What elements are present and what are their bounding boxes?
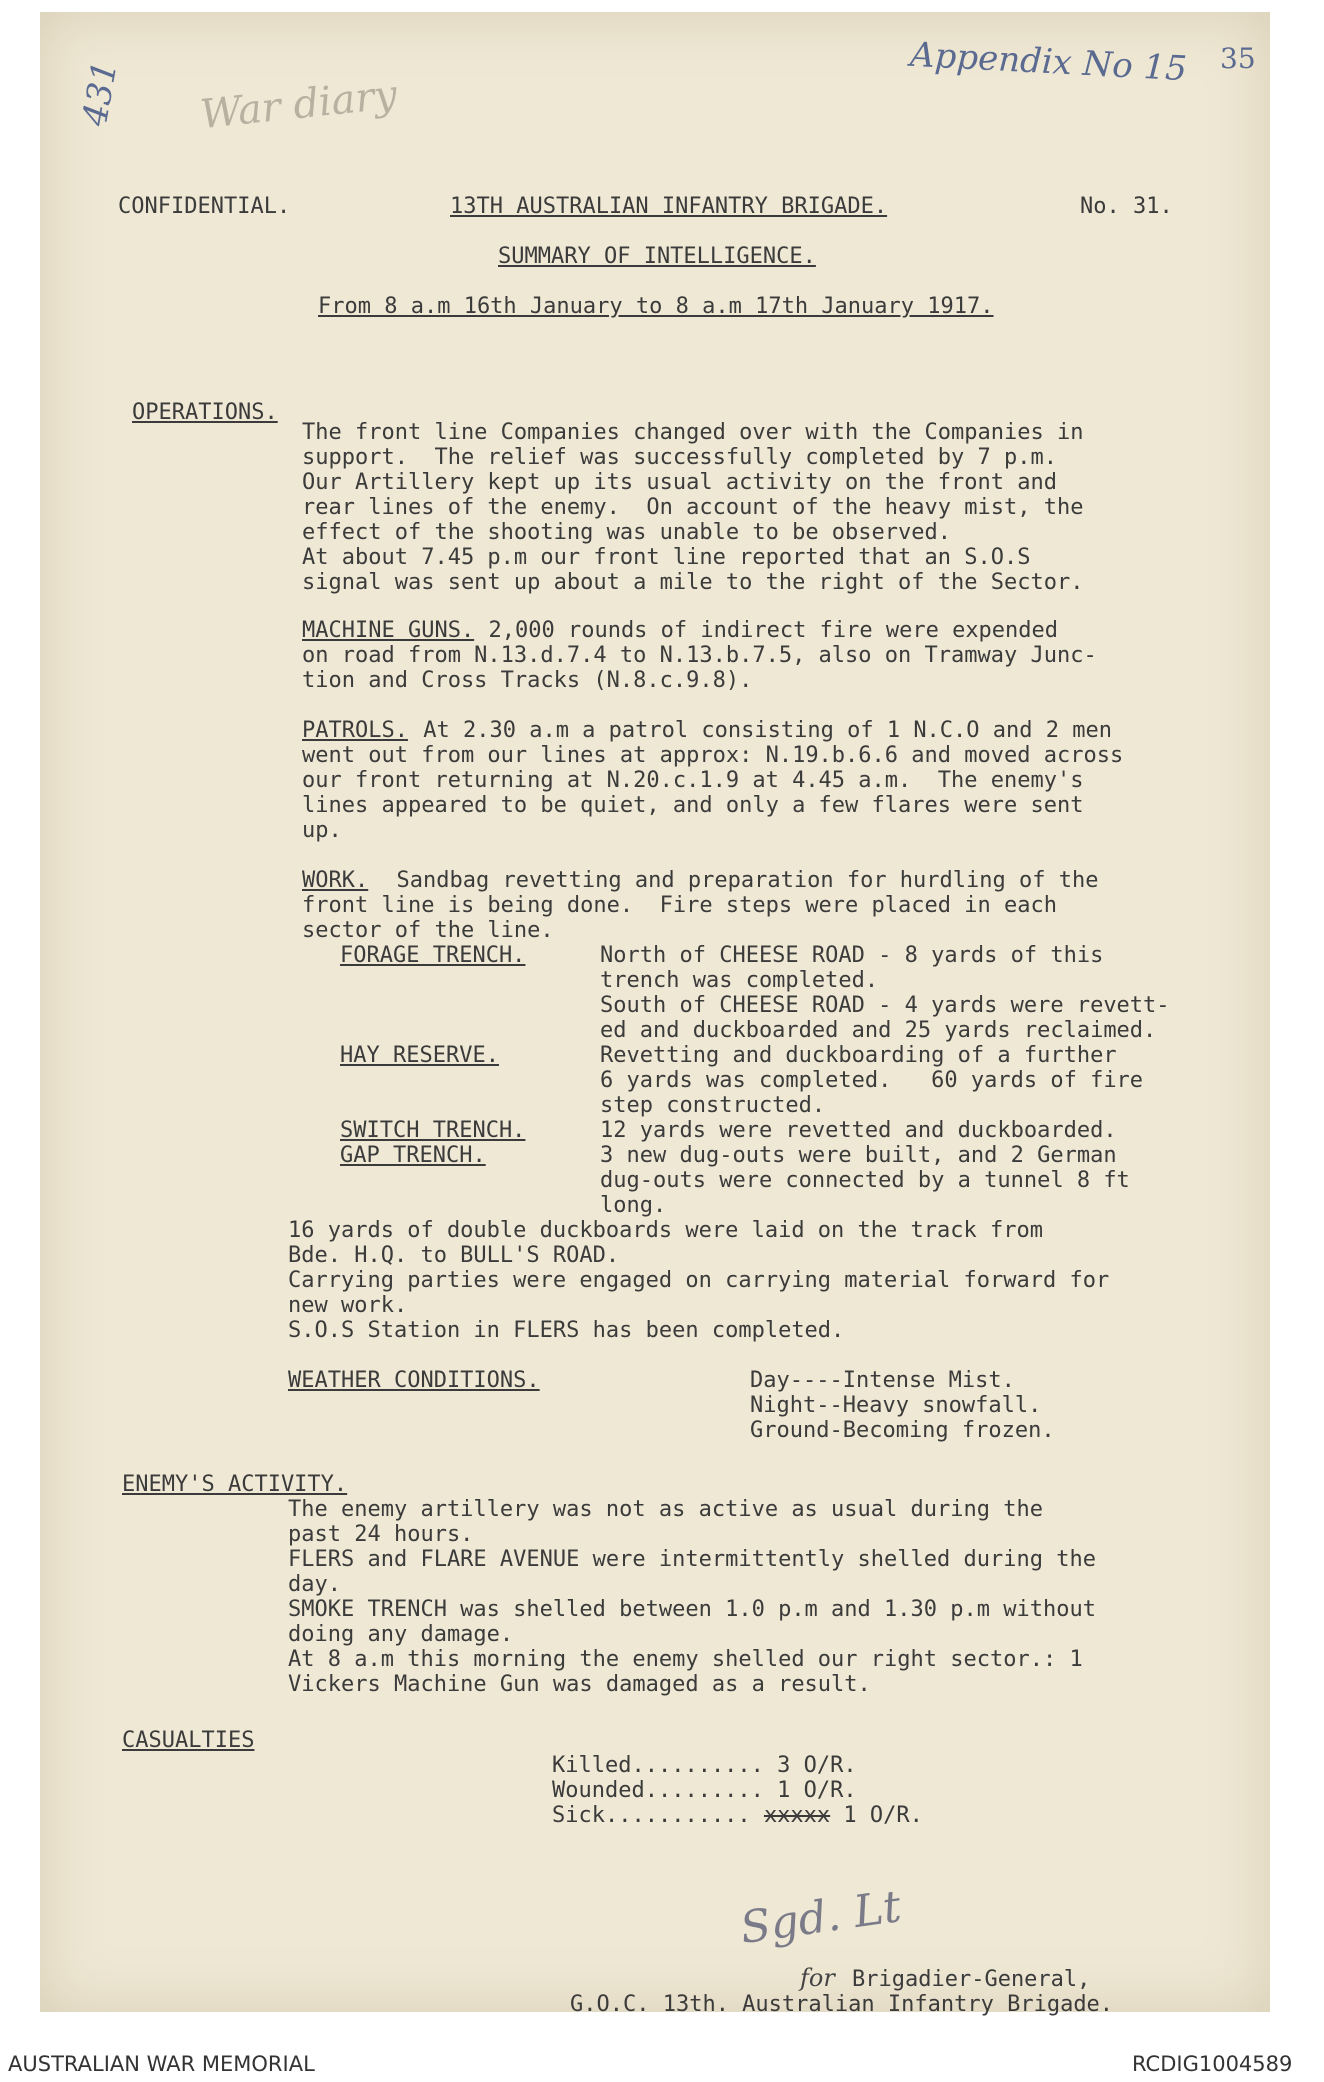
footer-reference-id: RCDIG1004589 (1132, 2052, 1293, 2076)
operations-line: The front line Companies changed over with the Companies in (302, 420, 1084, 445)
operations-line: rear lines of the enemy. On account of the heavy mist, the (302, 495, 1084, 520)
trench-detail: step constructed. (600, 1093, 826, 1118)
operations-line: support. The relief was successfully completed by 7 p.m. (302, 445, 1057, 470)
operations-line: effect of the shooting was unable to be observed. (302, 520, 952, 545)
trench-detail: trench was completed. (600, 968, 879, 993)
patrols-line: our front returning at N.20.c.1.9 at 4.45 a.m. The enemy's (302, 768, 1084, 793)
patrols-line: went out from our lines at approx: N.19.b.6.6 and moved across (302, 743, 1124, 768)
signature-title: G.O.C. 13th. Australian Infantry Brigade. (570, 1992, 1114, 2017)
trench-name-switch: SWITCH TRENCH. (340, 1118, 526, 1143)
document-sheet (40, 12, 1270, 2017)
enemy-line: At 8 a.m this morning the enemy shelled our right sector.: 1 (288, 1647, 1083, 1672)
casualties-sick-row (552, 1803, 923, 1829)
enemy-line: Vickers Machine Gun was damaged as a result. (288, 1672, 871, 1697)
document-title: SUMMARY OF INTELLIGENCE. (498, 244, 816, 269)
work-after-line: Carrying parties were engaged on carrying material forward for (288, 1268, 1110, 1293)
trench-detail: ed and duckboarded and 25 yards reclaimed. (600, 1018, 1157, 1043)
trench-detail: South of CHEESE ROAD - 4 yards were revett- (600, 993, 1170, 1018)
trench-detail: 12 yards were revetted and duckboarded. (600, 1118, 1117, 1143)
trench-detail: North of CHEESE ROAD - 8 yards of this (600, 943, 1104, 968)
machine-guns-line: on road from N.13.d.7.4 to N.13.b.7.5, also on Tramway Junc- (302, 643, 1097, 668)
period-line: From 8 a.m 16th January to 8 a.m 17th January 1917. (318, 294, 994, 319)
casualties-killed: Killed.......... 3 O/R. (552, 1753, 857, 1778)
enemy-line: past 24 hours. (288, 1522, 474, 1547)
machine-guns-line: tion and Cross Tracks (N.8.c.9.8). (302, 668, 753, 693)
casualties-sick-value: 1 O/R. (830, 1803, 923, 1828)
trench-detail: dug-outs were connected by a tunnel 8 ft (600, 1168, 1130, 1193)
handwritten-signature: Sgd. Lt (737, 1881, 905, 1954)
casualties-sick-struck: xxxxx (763, 1803, 831, 1828)
enemy-line: FLERS and FLARE AVENUE were intermittently shelled during the (288, 1547, 1096, 1572)
work-line: front line is being done. Fire steps were placed in each (302, 893, 1057, 918)
pencil-scribble: War diary (198, 71, 400, 139)
trench-detail: 3 new dug-outs were built, and 2 German (600, 1143, 1117, 1168)
operations-line: At about 7.45 p.m our front line reported that an S.O.S (302, 545, 1031, 570)
operations-heading: OPERATIONS. (132, 400, 278, 425)
enemy-line: doing any damage. (288, 1622, 514, 1647)
work-after-line: new work. (288, 1293, 408, 1318)
signature-for-mark: for (800, 1964, 835, 1992)
patrols-heading: PATROLS. (302, 718, 408, 743)
work-after-line: Bde. H.Q. to BULL'S ROAD. (288, 1243, 620, 1268)
brigade-title: 13TH AUSTRALIAN INFANTRY BRIGADE. (450, 194, 888, 219)
patrols-line: up. (302, 818, 342, 843)
machine-guns-heading: MACHINE GUNS. (302, 618, 475, 643)
page-number: 35 (1220, 42, 1256, 75)
appendix-annotation: Appendix No 15 (909, 34, 1188, 90)
casualties-wounded: Wounded......... 1 O/R. (552, 1778, 857, 1803)
weather-heading: WEATHER CONDITIONS. (288, 1368, 540, 1393)
work-after-line: S.O.S Station in FLERS has been completed. (288, 1318, 845, 1343)
work-after-line: 16 yards of double duckboards were laid on the track from (288, 1218, 1043, 1243)
casualties-sick-label: Sick........... (552, 1803, 751, 1828)
operations-line: signal was sent up about a mile to the right of the Sector. (302, 570, 1084, 595)
enemy-activity-heading: ENEMY'S ACTIVITY. (122, 1472, 348, 1497)
work-line: Sandbag revetting and preparation for hurdling of the (370, 868, 1099, 893)
trench-name-hay-reserve: HAY RESERVE. (340, 1043, 499, 1068)
patrols-line: At 2.30 a.m a patrol consisting of 1 N.C.O and 2 men (410, 718, 1112, 743)
casualties-heading: CASUALTIES (122, 1728, 255, 1753)
trench-detail: 6 yards was completed. 60 yards of fire (600, 1068, 1144, 1093)
patrols-line: lines appeared to be quiet, and only a few flares were sent (302, 793, 1084, 818)
summary-number: No. 31. (1080, 194, 1173, 219)
signature-rank: Brigadier-General, (852, 1967, 1091, 1992)
operations-line: Our Artillery kept up its usual activity on the front and (302, 470, 1057, 495)
work-line: sector of the line. (302, 918, 554, 943)
trench-name-gap: GAP TRENCH. (340, 1143, 486, 1168)
weather-line: Night--Heavy snowfall. (750, 1393, 1042, 1418)
trench-detail: long. (600, 1193, 667, 1218)
weather-line: Day----Intense Mist. (750, 1368, 1015, 1393)
footer-institution: AUSTRALIAN WAR MEMORIAL (8, 2052, 315, 2076)
weather-line: Ground-Becoming frozen. (750, 1418, 1055, 1443)
work-heading: WORK. (302, 868, 369, 893)
machine-guns-line: 2,000 rounds of indirect fire were expended (462, 618, 1059, 643)
archive-stamp-number: 431 (75, 58, 126, 129)
trench-detail: Revetting and duckboarding of a further (600, 1043, 1117, 1068)
classification-label: CONFIDENTIAL. (118, 194, 291, 219)
enemy-line: SMOKE TRENCH was shelled between 1.0 p.m and 1.30 p.m without (288, 1597, 1096, 1622)
enemy-line: The enemy artillery was not as active as usual during the (288, 1497, 1043, 1522)
trench-name-forage: FORAGE TRENCH. (340, 943, 526, 968)
enemy-line: day. (288, 1572, 341, 1597)
